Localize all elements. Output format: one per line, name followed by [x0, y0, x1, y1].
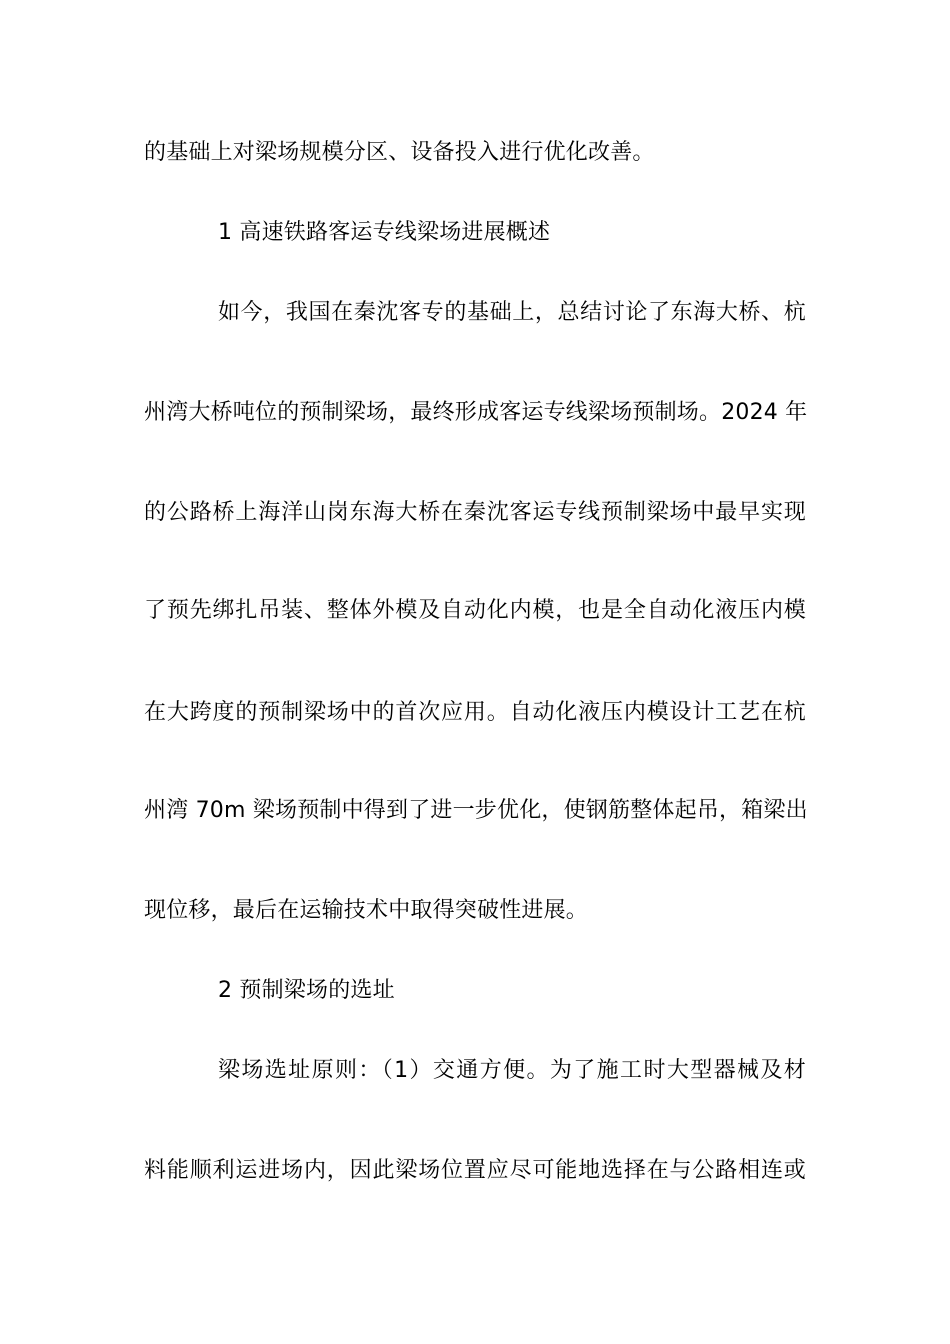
paragraph-line: 在大跨度的预制梁场中的首次应用。自动化液压内模设计工艺在杭 [144, 700, 806, 725]
paragraph-line-first: 梁场选址原则：（1）交通方便。为了施工时大型器械及材 [218, 1058, 806, 1083]
paragraph-line-last: 现位移，最后在运输技术中取得突破性进展。 [144, 898, 589, 923]
paragraph-line: 的公路桥上海洋山岗东海大桥在秦沈客运专线预制梁场中最早实现 [144, 500, 806, 525]
paragraph-line: 州湾大桥吨位的预制梁场，最终形成客运专线梁场预制场。2024 年 [144, 400, 808, 425]
section-heading-2: 2 预制梁场的选址 [218, 978, 395, 1003]
paragraph-line: 州湾 70m 梁场预制中得到了进一步优化，使钢筋整体起吊，箱梁出 [144, 798, 808, 823]
section-heading-1: 1 高速铁路客运专线梁场进展概述 [218, 220, 551, 245]
paragraph-line-first: 如今，我国在秦沈客专的基础上，总结讨论了东海大桥、杭 [218, 300, 806, 325]
paragraph-line-continuation: 的基础上对梁场规模分区、设备投入进行优化改善。 [144, 140, 655, 165]
paragraph-line: 料能顺利运进场内，因此梁场位置应尽可能地选择在与公路相连或 [144, 1158, 806, 1183]
paragraph-line: 了预先绑扎吊装、整体外模及自动化内模，也是全自动化液压内模 [144, 598, 806, 623]
